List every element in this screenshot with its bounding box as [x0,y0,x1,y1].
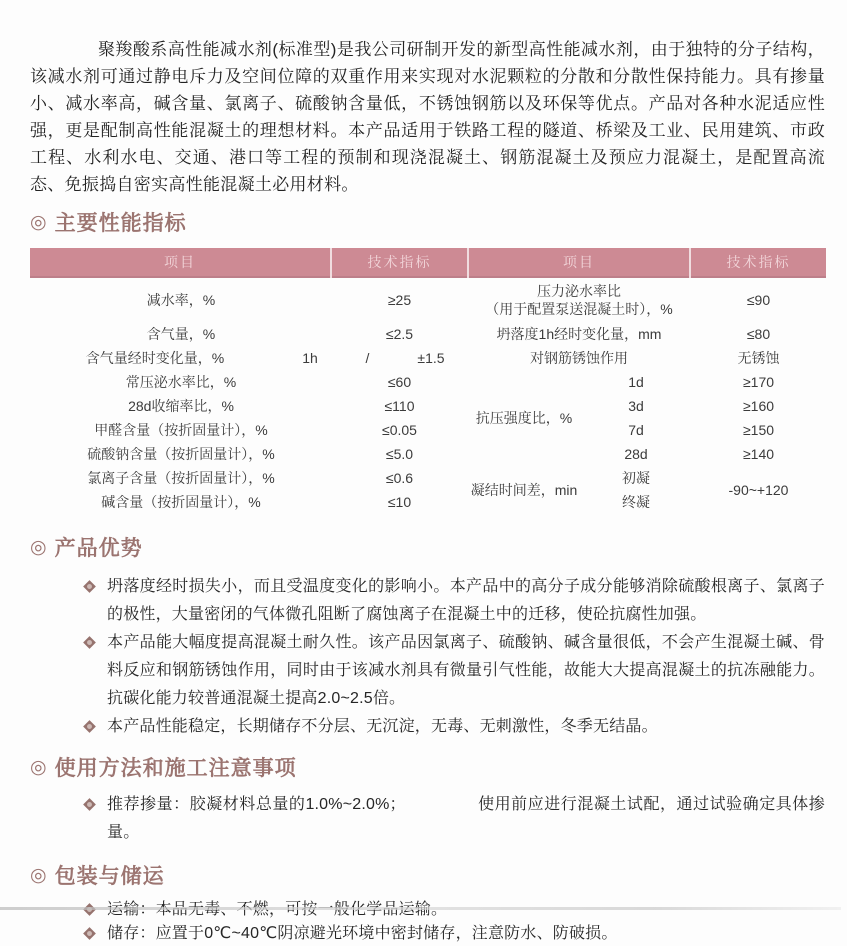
table-row-value: ≤0.05 [382,422,417,438]
dosage-text: 推荐掺量：胶凝材料总量的1.0%~2.0%； [107,796,406,813]
strength-value: ≥150 [742,422,775,438]
section-heading-usage [30,752,825,782]
table-row-label: 常压泌水率比，% [125,374,237,390]
section-heading-performance [30,207,825,237]
diamond-bullet-icon [83,580,96,593]
table-row-label: 减水率，% [146,292,216,308]
strength-value: ≥160 [742,398,775,414]
table-row-value: ≤60 [387,374,412,390]
table-body [30,278,826,514]
table-row-label: 坍落度1h经时变化量，mm [496,326,662,342]
table-row-value: ≥25 [387,292,412,308]
table-row-value: 无锈蚀 [737,350,780,366]
table-row-label: 含气量，% [146,326,216,342]
table-header-spec-right: 技术指标 [691,248,826,278]
table-row-time: 1h [302,350,318,366]
strength-age: 3d [628,398,644,414]
table-row-label: 甲醛含量（按折固量计），% [94,422,268,438]
table-row-value: ≤2.5 [385,326,414,342]
advantage-text: 坍落度经时损失小，而且受温度变化的影响小。本产品中的高分子成分能够消除硫酸根离子、氯离子的极性，大量密闭的气体微孔阻断了腐蚀离子在混凝土中的迁移，使砼抗腐性加强。 [107,578,825,623]
list-item [30,713,825,741]
table-row-slash: / [365,350,370,366]
table-row-label-setting-time: 凝结时间差，min [470,482,578,498]
section-marker-icon: ◎ [30,756,48,778]
table-row-label: 28d收缩率比，% [128,398,234,414]
table-header-row [30,248,826,278]
table-header-item-left: 项目 [30,248,330,278]
usage-note: 使用前应进行混凝土试配，通过试验确定具体掺量。 [107,796,826,841]
advantage-text: 本产品性能稳定，长期储存不分层、无沉淀，无毒、无刺激性，冬季无结晶。 [107,718,658,735]
table-row-value: ≤80 [746,326,771,342]
section-heading-advantages [30,532,825,562]
table-row-value: ≤0.6 [385,470,414,486]
list-item [30,898,825,922]
section-title-usage: 使用方法和施工注意事项 [54,757,297,780]
section-heading-packaging [30,860,825,890]
table-row-label: 氯离子含量（按折固量计），% [87,470,275,486]
section-marker-icon: ◎ [30,536,48,558]
intro-paragraph: 聚羧酸系高性能减水剂(标准型)是我公司研制开发的新型高性能减水剂，由于独特的分子结构，该减水剂可通过静电斥力及空间位障的双重作用来实现对水泥颗粒的分散和分散性保持能力。具有掺量小、减水率高，碱含量、氯离子、硫酸钠含量低，不锈蚀钢筋以及环保等优点。产品对各种水泥适应性强，更是配制高性能混凝土的理想材料。本产品适用于铁路工程的隧道、桥梁及工业、民用建筑、市政工程、水利水电、交通、港口等工程的预制和现浇混凝土、钢筋混凝土及预应力混凝土，是配置高流态、免振捣自密实高性能混凝土必用材料。 [30,40,825,194]
section-title-packaging: 包装与储运 [54,865,165,888]
table-header-item-right: 项目 [469,248,689,278]
table-row-value: ≤90 [746,292,771,308]
list-item [30,629,825,713]
list-item [30,791,825,847]
table-row-label-pressure-bleeding [467,278,691,322]
section-marker-icon: ◎ [30,864,48,886]
table-row-label: 含气量经时变化量，% [85,350,225,366]
document-page [0,36,847,946]
label-line1: 压力泌水率比 [537,283,621,299]
scan-bottom-edge-artifact [0,907,841,910]
performance-table [30,248,826,514]
table-header-spec-left: 技术指标 [332,248,467,278]
table-row-air-content-change [30,346,467,370]
packaging-transport [107,898,825,922]
strength-age: 28d [624,446,648,462]
section-title-advantages: 产品优势 [54,537,143,560]
table-row-label: 碱含量（按折固量计），% [101,494,261,510]
setting-time-value: -90~+120 [728,482,789,498]
list-item [30,573,825,629]
setting-time-final: 终凝 [622,494,650,510]
table-left-half [30,278,467,514]
diamond-bullet-icon [83,798,96,811]
strength-value: ≥140 [742,446,775,462]
table-row-value: ≤10 [387,494,412,510]
usage-list [30,791,825,847]
advantage-text: 本产品能大幅度提高混凝土耐久性。该产品因氯离子、硫酸钠、碱含量很低，不会产生混凝土碱、骨料反应和钢筋锈蚀作用，同时由于该减水剂具有微量引气性能，故能大大提高混凝土的抗冻融能力。抗碳化能力较普通混凝土提高2.0~2.5倍。 [107,634,825,707]
list-item [30,922,825,946]
section-title-performance: 主要性能指标 [54,212,187,235]
section-marker-icon: ◎ [30,211,48,233]
diamond-bullet-icon [83,720,96,733]
diamond-bullet-icon [83,927,96,940]
table-row-value: ±1.5 [417,350,445,366]
table-row-label: 对钢筋锈蚀作用 [530,350,628,366]
label-line2: （用于配置泵送混凝土时），% [485,301,673,317]
diamond-bullet-icon [83,636,96,649]
usage-dosage [107,791,825,847]
advantages-list [30,573,825,741]
strength-value: ≥170 [742,374,775,390]
table-row-value: ≤110 [384,398,415,414]
table-row-label-compressive-strength: 抗压强度比，% [475,410,573,426]
strength-age: 1d [628,374,644,390]
setting-time-initial: 初凝 [622,470,650,486]
strength-age: 7d [628,422,644,438]
packaging-storage: 储存：应置于0℃~40℃阴凉避光环境中密封储存，注意防水、防破损。 [107,925,618,942]
packaging-list [30,898,825,946]
table-row-value: ≤5.0 [385,446,414,462]
table-row-label: 硫酸钠含量（按折固量计），% [87,446,275,462]
table-right-half [467,278,826,514]
